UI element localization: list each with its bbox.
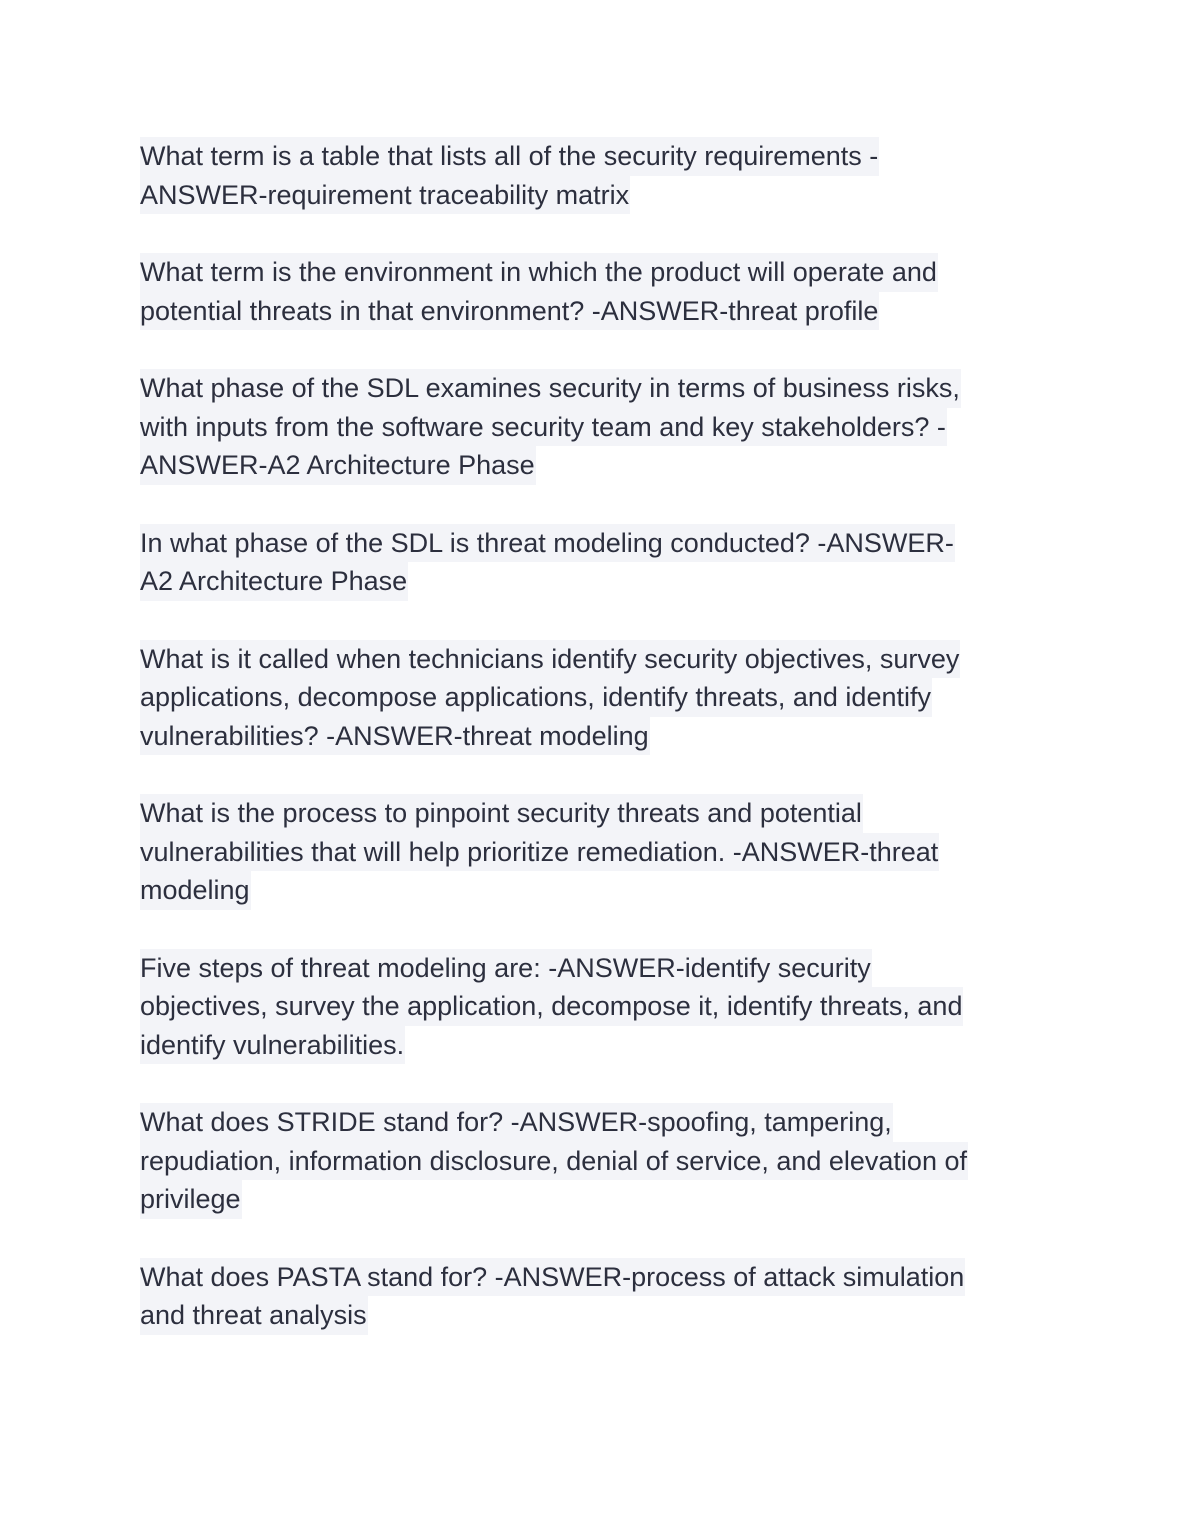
qa-text-line: In what phase of the SDL is threat modeling conducted? -ANSWER-	[140, 524, 955, 563]
qa-text-line: What is it called when technicians identify security objectives, survey	[140, 640, 960, 679]
qa-text-line: What does STRIDE stand for? -ANSWER-spoofing, tampering,	[140, 1103, 893, 1142]
qa-text-line: potential threats in that environment? -ANSWER-threat profile	[140, 292, 879, 331]
qa-text-line: modeling	[140, 871, 251, 910]
qa-text-line: applications, decompose applications, identify threats, and identify	[140, 678, 932, 717]
qa-item-4	[140, 524, 1050, 601]
qa-text-line: repudiation, information disclosure, denial of service, and elevation of	[140, 1142, 968, 1181]
qa-text-line: and threat analysis	[140, 1296, 368, 1335]
qa-text-line: ANSWER-A2 Architecture Phase	[140, 446, 536, 485]
qa-text-line: privilege	[140, 1180, 242, 1219]
qa-item-9	[140, 1258, 1050, 1335]
qa-text-line: What is the process to pinpoint security threats and potential	[140, 794, 863, 833]
qa-item-3	[140, 369, 1050, 485]
qa-list	[140, 137, 1050, 1374]
qa-item-5	[140, 640, 1050, 756]
qa-text-line: A2 Architecture Phase	[140, 562, 408, 601]
qa-text-line: What term is the environment in which the product will operate and	[140, 253, 938, 292]
qa-item-1	[140, 137, 1050, 214]
qa-item-8	[140, 1103, 1050, 1219]
qa-text-line: identify vulnerabilities.	[140, 1026, 405, 1065]
qa-text-line: with inputs from the software security team and key stakeholders? -	[140, 408, 947, 447]
qa-text-line: What term is a table that lists all of the security requirements -	[140, 137, 879, 176]
qa-item-6	[140, 794, 1050, 910]
qa-text-line: What does PASTA stand for? -ANSWER-process of attack simulation	[140, 1258, 965, 1297]
qa-item-2	[140, 253, 1050, 330]
qa-item-7	[140, 949, 1050, 1065]
qa-text-line: objectives, survey the application, decompose it, identify threats, and	[140, 987, 963, 1026]
qa-text-line: Five steps of threat modeling are: -ANSWER-identify security	[140, 949, 872, 988]
qa-text-line: vulnerabilities that will help prioritize remediation. -ANSWER-threat	[140, 833, 939, 872]
qa-text-line: ANSWER-requirement traceability matrix	[140, 176, 630, 215]
qa-text-line: vulnerabilities? -ANSWER-threat modeling	[140, 717, 650, 756]
qa-text-line: What phase of the SDL examines security in terms of business risks,	[140, 369, 961, 408]
